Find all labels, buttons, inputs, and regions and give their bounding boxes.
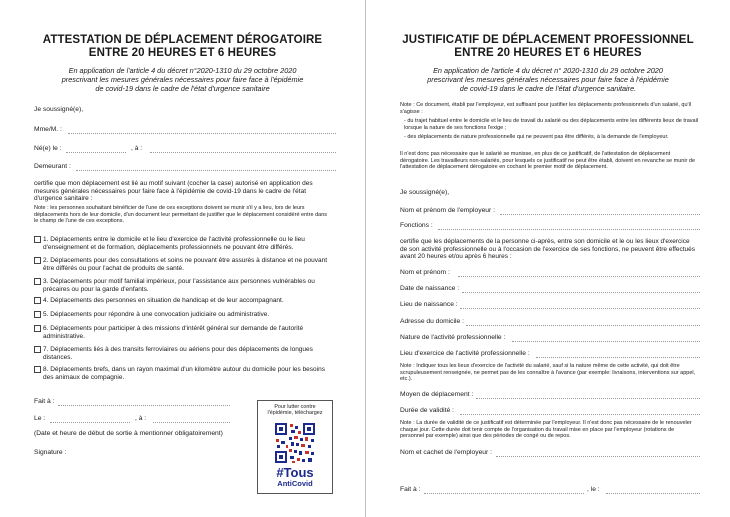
reason-3-label: 3. Déplacements pour motif familial impérieux, pour l'assistance aux personnes vulnérables ou précaires ou pour la garde d'enfants. [43,278,315,293]
page-title: JUSTIFICATIF DE DÉPLACEMENT PROFESSIONNEL [402,34,694,46]
qr-code-panel[interactable] [257,400,333,494]
note-bullet-1: - du trajet habituel entre le domicile et le lieu de travail du salarié ou des déplacements entre les différents lieux de travail lorsque la nature de ses fonctions l'exige ; [404,118,699,131]
birth-place-field[interactable] [150,152,336,153]
decree-subtitle-line2: prescrivant les mesures générales nécessaires pour faire face à l'épidémie [427,75,669,84]
reason-8-checkbox[interactable] [34,366,41,373]
reason-5-checkbox[interactable] [34,311,41,318]
address-field[interactable] [466,325,700,326]
employer-stamp-label: Nom et cachet de l'employeur : [400,449,492,456]
reason-1-checkbox[interactable] [34,236,41,243]
reason-3-checkbox[interactable] [34,278,41,285]
time-label: , à : [135,415,147,422]
page-title-line2: ENTRE 20 HEURES ET 6 HEURES [454,47,642,59]
name-label: Mme/M. : [34,126,62,133]
functions-field[interactable] [438,229,700,230]
note-bullet-2: - des déplacements de nature professionnelle qui ne peuvent pas être différés, à la demande de l'employeur. [404,134,669,140]
birth-date-field[interactable] [462,292,700,293]
birth-place-label: Lieu de naissance : [400,301,458,308]
done-at-field[interactable] [58,405,230,406]
reason-2-checkbox[interactable] [34,257,41,264]
reason-6-checkbox[interactable] [34,325,41,332]
reason-4-label: 4. Déplacements des personnes en situation de handicap et de leur accompagnant. [43,297,284,304]
done-at-label: Fait à : [34,398,55,405]
decree-subtitle-line3: de covid-19 dans le cadre de l'état d'urgence sanitaire [95,84,270,93]
decree-subtitle: En application de l'article 4 du décret n°2020-1310 du 29 octobre 2020 [68,66,297,75]
reason-4-checkbox[interactable] [34,297,41,304]
last-name-label: Nom et prénom : [400,269,450,276]
employer-note: Note : Ce document, établi par l'employeur, est suffisant pour justifier les déplacements professionnels d'un salarié, qu'il s'agisse : [400,102,692,115]
birth-date-label: Date de naissance : [400,285,460,292]
workplace-note: Note : Indiquer tous les lieux d'exercice de l'activité du salarié, sauf si la nature même de cette activité, qui doit être scrupuleusement renseignée, ne permet pas de les connaître à l'avance (par exemple: livraisons, interventions sur appel, etc.). [400,363,696,382]
date-field[interactable] [50,422,130,423]
exceptions-note: Note : les personnes souhaitant bénéficier de l'une de ces exceptions doivent se munir s'il y a lieu, lors de leurs déplacements hors de leur domicile, d'un document leur permettant de justifier que le déplacement considéré entre dans le champ de l'une de ces exceptions. [34,205,328,224]
signature-label: Signature : [34,449,67,456]
address-label: Adresse du domicile : [400,318,464,325]
certify-text: certifie que les déplacements de la personne ci-après, entre son domicile et le ou les lieux d'exercice de son activité professionnelle ou à l'occasion de l'exercice de ses fonctions, ne peuvent être effectués avant 20 heures et/ou après 6 heures : [400,238,696,261]
address-field[interactable] [76,170,336,171]
date-field[interactable] [606,493,700,494]
date-label: Le : [34,415,46,422]
name-field[interactable] [68,133,336,134]
page-title-line2: ENTRE 20 HEURES ET 6 HEURES [88,47,277,59]
activity-field[interactable] [512,341,700,342]
birth-date-label: Né(e) le : [34,145,62,152]
decree-subtitle: En application de l'article 4 du décret n° 2020-1310 du 29 octobre 2020 [433,66,663,75]
page-title: ATTESTATION DE DÉPLACEMENT DÉROGATOIRE [42,34,323,46]
tousanticovid-logo: #Tous [276,465,314,480]
reason-8-label: 8. Déplacements brefs, dans un rayon maximal d'un kilomètre autour du domicile pour les besoins des animaux de compagnie. [43,366,325,381]
transport-field[interactable] [476,398,700,399]
reason-6-label: 6. Déplacements pour participer à des missions d'intérêt général sur demande de l'autorité administrative. [43,325,304,340]
reason-2-label: 2. Déplacements pour des consultations et soins ne pouvant être assurés à distance et ne pouvant être différés ou pour l'achat de produits de santé. [43,257,328,272]
done-at-label: Fait à : [400,486,421,493]
birth-place-field[interactable] [460,308,700,309]
undersigned-label: Je soussigné(e), [400,189,450,196]
certify-text: certifie que mon déplacement est lié au motif suivant (cocher la case) autorisé en application des mesures générales nécessaires pour faire face à l'épidémie de covid-19 dans le cadre de l'état d'urgence sanitaire : [34,180,313,203]
time-field[interactable] [153,422,230,423]
workplace-field[interactable] [536,357,700,358]
workplace-label: Lieu d'exercice de l'activité professionnelle : [400,350,530,357]
done-at-field[interactable] [424,493,584,494]
decree-subtitle-line3: de covid-19 dans le cadre de l'état d'urgence sanitaire. [459,84,637,93]
undersigned-label: Je soussigné(e), [34,106,84,113]
employer-name-field[interactable] [500,214,700,215]
reason-1-label: 1. Déplacements entre le domicile et le lieu d'exercice de l'activité professionnelle ou le lieu d'enseignement et de formation, déplacements professionnels ne pouvant être différés. [43,236,305,251]
tousanticovid-logo-line2: AntiCovid [277,479,313,488]
birth-place-label: , à : [131,145,143,152]
employer-stamp-field[interactable] [496,456,700,457]
transport-label: Moyen de déplacement : [400,391,474,398]
reason-7-label: 7. Déplacements liés à des transits ferroviaires ou aériens pour des déplacements de longues distances. [43,346,313,361]
address-label: Demeurant : [34,163,71,170]
date-hint: (Date et heure de début de sortie à mentionner obligatoirement) [34,430,223,437]
reason-7-checkbox[interactable] [34,346,41,353]
validity-note: Note : La durée de validité de ce justificatif est déterminée par l'employeur. Il n'est donc pas nécessaire de le renouveler chaque jour. Cette durée doit tenir compte de l'organisation du travail mise en place par l'employeur (rotations de personnel par exemple) ainsi que des périodes de congé ou de repos. [400,420,692,439]
justificatif-page [365,0,730,517]
last-name-field[interactable] [458,276,700,277]
functions-label: Fonctions : [400,222,433,229]
certificate-note: Il n'est donc pas nécessaire que le salarié se munisse, en plus de ce justificatif, de l'attestation de déplacement dérogatoire. Les travailleurs non-salariés, pour lesquels ce justificatif ne peut être établi, doivent en revanche se munir de l'attestation de déplacement dérogatoire en cochant le premier motif de déplacement. [400,151,696,170]
reason-5-label: 5. Déplacements pour répondre à une convocation judiciaire ou administrative. [43,311,270,318]
birth-date-field[interactable] [66,152,126,153]
qr-caption [258,404,332,417]
qr-caption-line1: Pour lutter contre [274,404,316,410]
validity-label: Durée de validité : [400,407,454,414]
employer-name-label: Nom et prénom de l'employeur : [400,207,495,214]
date-label: , le : [587,486,600,493]
qr-caption-line2: l'épidémie, téléchargez [267,410,323,417]
validity-field[interactable] [460,414,700,415]
activity-label: Nature de l'activité professionnelle : [400,334,506,341]
decree-subtitle-line2: prescrivant les mesures générales nécessaires pour faire face à l'épidémie [61,75,304,84]
qr-code-icon [273,421,317,465]
